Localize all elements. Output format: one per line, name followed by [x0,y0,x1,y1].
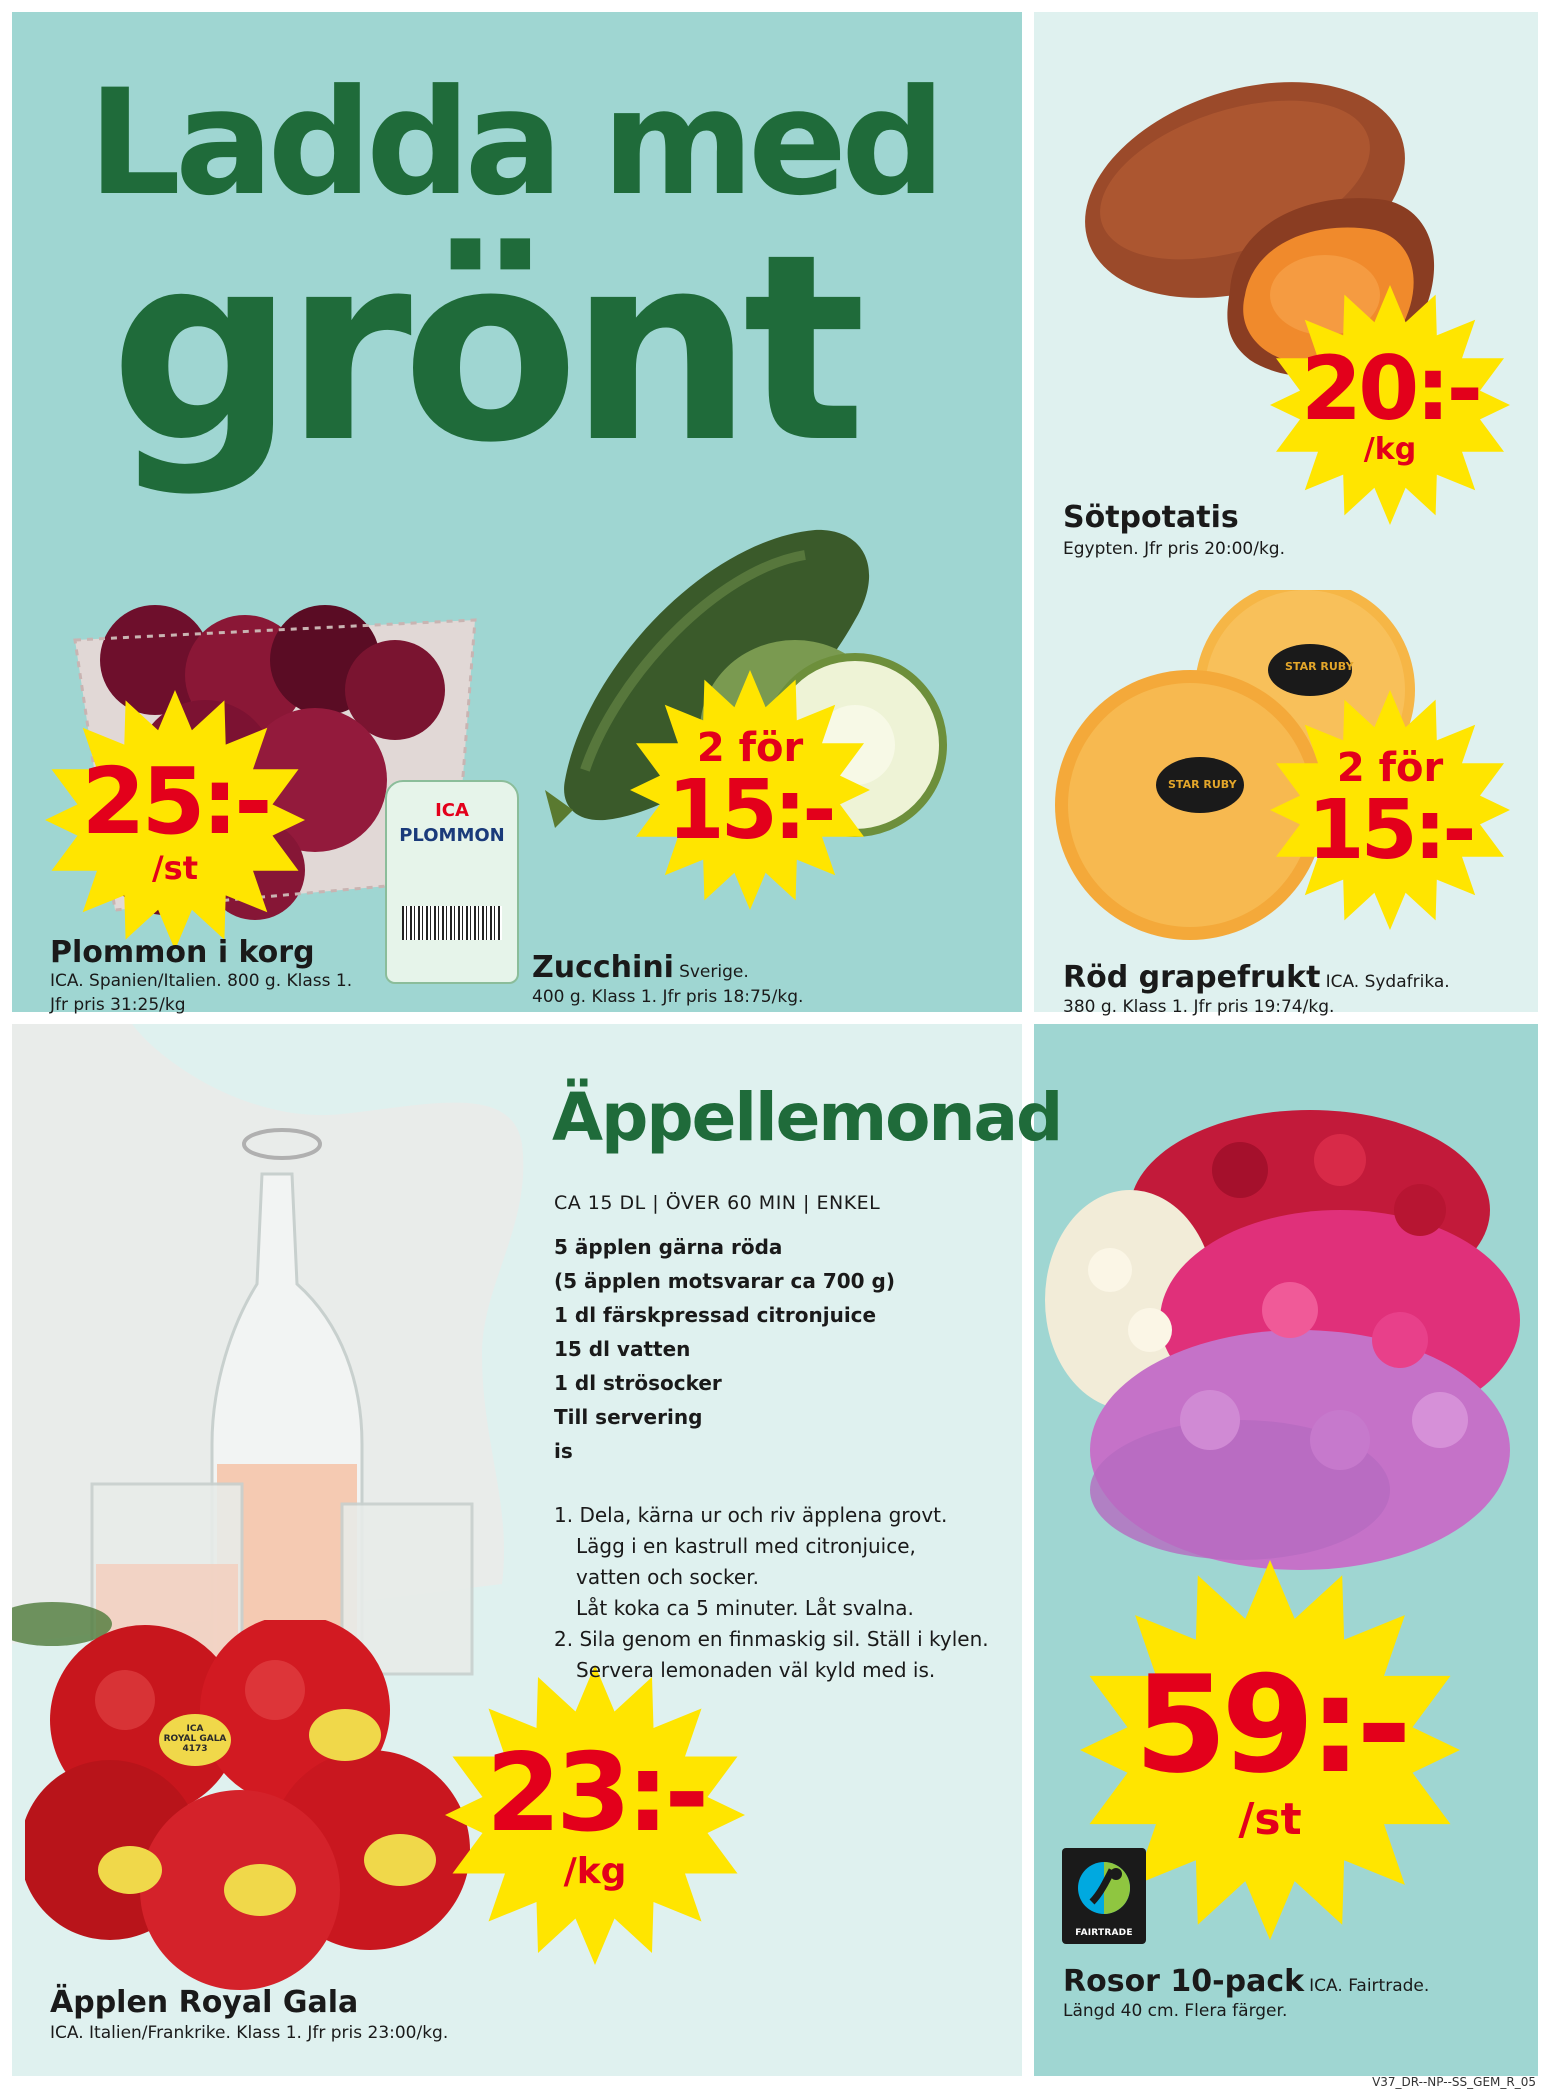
price-prefix-zucchini: 2 för [696,725,804,771]
product-desc-grapefrukt: 380 g. Klass 1. Jfr pris 19:74/kg. [1063,997,1335,1017]
product-name-grapefrukt: Röd grapefrukt [1063,960,1321,995]
apple-sticker-code: 4173 [182,1743,208,1754]
product-origin-grapefrukt: ICA. Sydafrika. [1325,972,1450,992]
price-burst-plommon [45,690,305,950]
product-name-plommon: Plommon i korg [50,935,315,970]
apple-sticker-brand: ICA [186,1724,204,1734]
price-burst-zucchini [630,670,870,910]
product-name-zucchini: Zucchini [532,950,674,985]
product-desc-plommon-1: ICA. Spanien/Italien. 800 g. Klass 1. [50,971,353,991]
price-burst-grapefrukt [1270,690,1510,930]
apple-sticker [160,1725,230,1755]
roses-image [1040,1090,1530,1590]
ingredient: Till servering [554,1405,703,1429]
plommon-package-label [385,780,519,984]
ingredient: (5 äpplen motsvarar ca 700 g) [554,1269,896,1293]
ica-logo: ICA [435,800,469,821]
recipe-step: vatten och socker. [576,1565,759,1589]
product-origin-zucchini: Sverige. [679,962,749,982]
headline-line2: grönt [110,199,857,499]
product-desc-zucchini: 400 g. Klass 1. Jfr pris 18:75/kg. [532,987,804,1007]
headline-line1: Ladda med [88,58,940,228]
apple-sticker-text: ROYAL GALA [163,1733,227,1744]
recipe-ingredients [554,1230,895,1468]
unit-applen: /kg [563,1851,627,1892]
ingredient: 1 dl strösocker [554,1371,722,1395]
product-desc-sotpotatis: Egypten. Jfr pris 20:00/kg. [1063,539,1286,559]
recipe-step: 2. Sila genom en finmaskig sil. Ställ i kylen. [554,1627,989,1651]
product-title-rosor [1063,1964,1429,1999]
recipe-title: Äppellemonad [552,1079,1062,1156]
plommon-pack-label: PLOMMON [399,825,505,846]
product-desc-rosor: Längd 40 cm. Flera färger. [1063,2001,1288,2021]
price-rosor: 59:- [1134,1647,1406,1803]
fairtrade-badge [1062,1848,1146,1944]
grapefruit-sticker-1: STAR RUBY [1285,660,1354,673]
product-name-applen: Äpplen Royal Gala [50,1985,359,2020]
recipe-step: Lägg i en kastrull med citronjuice, [576,1534,916,1558]
unit-plommon: /st [151,849,199,887]
price-plommon: 25:- [81,748,269,855]
recipe-step: Låt koka ca 5 minuter. Låt svalna. [576,1596,914,1620]
price-zucchini: 15:- [667,763,833,858]
recipe-meta: CA 15 DL | ÖVER 60 MIN | ENKEL [554,1192,881,1214]
ingredient: 15 dl vatten [554,1337,691,1361]
ingredient: 1 dl färskpressad citronjuice [554,1303,877,1327]
product-origin-rosor: ICA. Fairtrade. [1309,1976,1430,1996]
price-prefix-grapefrukt: 2 för [1336,745,1444,791]
product-name-sotpotatis: Sötpotatis [1063,500,1239,535]
barcode-icon [402,906,502,940]
recipe-step: 1. Dela, kärna ur och riv äpplena grovt. [554,1503,948,1527]
unit-sotpotatis: /kg [1363,432,1417,467]
grapefruit-sticker-2: STAR RUBY [1168,778,1237,791]
price-sotpotatis: 20:- [1300,337,1480,440]
fairtrade-icon [1062,1852,1146,1922]
price-grapefrukt: 15:- [1307,783,1473,878]
unit-rosor: /st [1238,1794,1302,1845]
product-desc-applen: ICA. Italien/Frankrike. Klass 1. Jfr pris 23:00/kg. [50,2023,449,2043]
fairtrade-label: FAIRTRADE [1075,1928,1133,1938]
ingredient: is [554,1439,573,1463]
price-burst-applen [445,1665,745,1965]
recipe-step: Servera lemonaden väl kyld med is. [576,1658,936,1682]
apples-image [25,1620,495,1990]
footer-code: V37_DR--NP--SS_GEM_R_05 [1372,2075,1536,2089]
recipe-steps [554,1500,989,1686]
product-desc-plommon-2: Jfr pris 31:25/kg [50,995,186,1015]
product-title-zucchini [532,950,749,985]
price-applen: 23:- [485,1731,705,1856]
product-title-grapefrukt [1063,960,1450,995]
price-burst-sotpotatis [1270,285,1510,525]
product-name-rosor: Rosor 10-pack [1063,1964,1305,1999]
ingredient: 5 äpplen gärna röda [554,1235,783,1259]
